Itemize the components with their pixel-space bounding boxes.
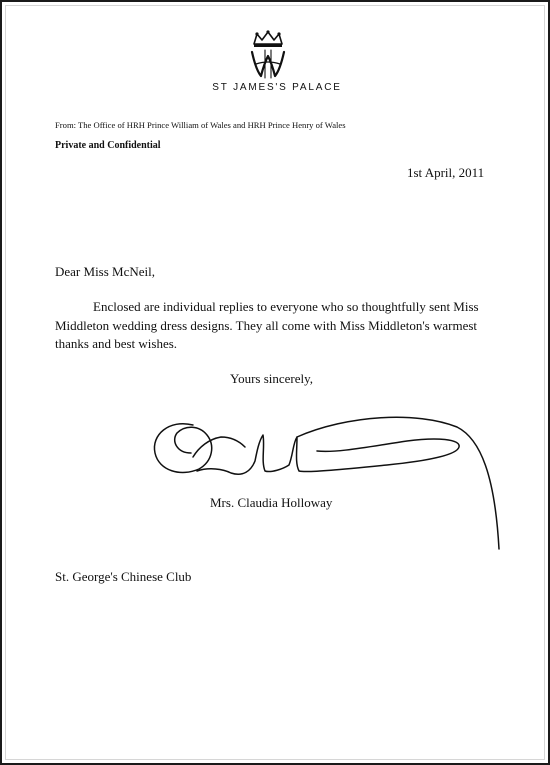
from-line: From: The Office of HRH Prince William of Wales and HRH Prince Henry of Wales xyxy=(55,120,346,130)
handwritten-signature xyxy=(147,407,507,555)
palace-name: ST JAMES'S PALACE xyxy=(212,82,342,93)
signatory-name: Mrs. Claudia Holloway xyxy=(210,495,333,510)
letter-body: Enclosed are individual replies to everyone who so thoughtfully sent Miss Middleton wedding dress designs. They all come with Miss Middleton's warmest thanks and best wishes. xyxy=(55,299,479,351)
letter-date: 1st April, 2011 xyxy=(407,165,485,180)
closing: Yours sincerely, xyxy=(230,371,314,386)
recipient-organization: St. George's Chinese Club xyxy=(55,569,192,584)
confidentiality-label: Private and Confidential xyxy=(55,140,161,151)
royal-crown-monogram-icon xyxy=(246,30,290,82)
salutation: Dear Miss McNeil, xyxy=(55,264,156,279)
